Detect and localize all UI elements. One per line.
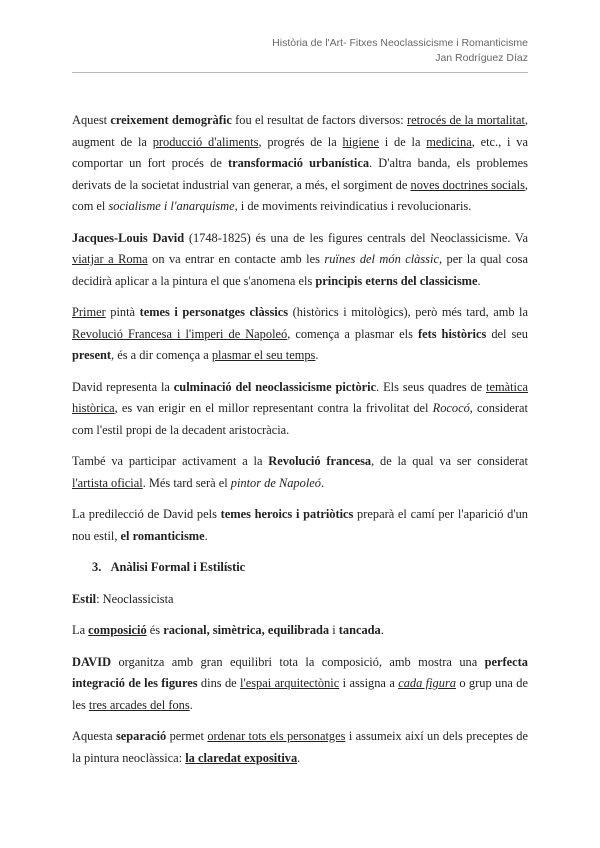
page-header xyxy=(272,36,528,66)
paragraph-style: Estil: Neoclassicista xyxy=(72,591,174,606)
paragraph-david-intro: Jacques-Louis David (1748-1825) és una de les figures centrals del Neoclassicisme. Va viatjar a Roma on va entrar en contacte amb les ruïnes del món clàssic, per la qual cosa decidirà aplicar a la pintura el que s'anomena els principis eterns del classicisme. xyxy=(72,230,528,288)
paragraph-david-revolution: També va participar activament a la Revolució francesa, de la qual va ser considerat l'artista oficial. Més tard serà el pintor de Napoleó. xyxy=(72,454,528,490)
paragraph-romanticism: La predilecció de David pels temes heroics i patriòtics preparà el camí per l'aparició d'un nou estil, el romanticisme. xyxy=(72,507,529,543)
paragraph-david-culmination: David representa la culminació del neoclassicisme pictòric. Els seus quadres de temàtica històrica, es van erigir en el millor representant contra la frivolitat del Rococó, considerat com l'estil propi de la decadent aristocràcia. xyxy=(72,379,528,437)
paragraph-david-themes: Primer pintà temes i personatges clàssics (històrics i mitològics), però més tard, amb la Revolució Francesa i l'imperi de Napoleó, comença a plasmar els fets històrics del seu present, és a dir comença a plasmar el seu temps. xyxy=(72,305,528,362)
section-heading: 3. Anàlisi Formal i Estilístic xyxy=(92,560,246,574)
header-title: Història de l'Art- Fitxes Neoclassicisme i Romanticisme xyxy=(272,37,528,49)
paragraph-demographic-growth: Aquest creixement demogràfic fou el resultat de factors diversos: retrocés de la mortalitat, augment de la producció d'aliments, progrés de la higiene i de la medicina, etc., i va comportar un fort procés de transformació urbanística. D'altra banda, els problemes derivats de la societat industrial van generar, a més, el sorgiment de noves doctrines socials, com el socialisme i l'anarquisme, i de moviments reivindicatius i revolucionaris. xyxy=(72,113,529,213)
paragraph-separation: Aquesta separació permet ordenar tots els personatges i assumeix així un dels preceptes de la pintura neoclàssica: la claredat expositiva. xyxy=(72,729,528,765)
paragraph-david-organization: DAVID organitza amb gran equilibri tota la composició, amb mostra una perfecta integració de les figures dins de l'espai arquitectònic i assigna a cada figura o grup una de les tres arcades del fons. xyxy=(72,654,528,712)
paragraph-composition: La composició és racional, simètrica, equilibrada i tancada. xyxy=(72,623,384,637)
header-divider xyxy=(72,72,528,73)
header-author: Jan Rodríguez Díaz xyxy=(435,52,528,64)
document-body xyxy=(72,110,528,779)
